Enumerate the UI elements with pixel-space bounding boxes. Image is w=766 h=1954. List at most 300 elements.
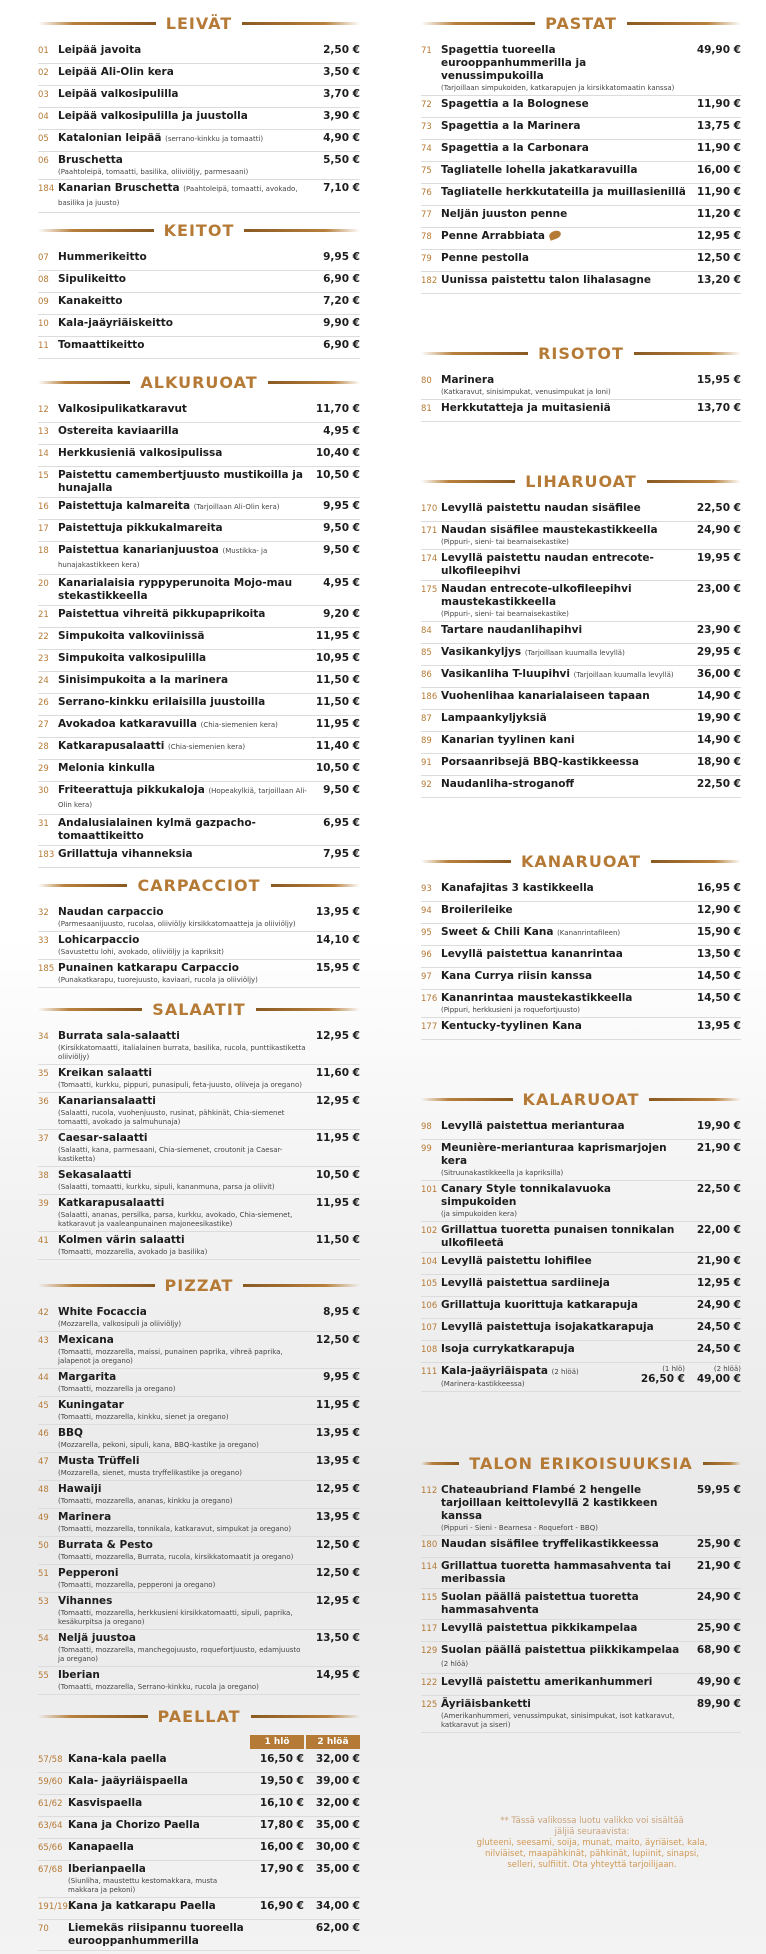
item-name [58,718,308,732]
item-body [58,718,308,732]
item-name [441,44,689,83]
menu-item [38,1667,360,1695]
item-price: 13,70 € [696,402,741,414]
item-name-text: Tartare naudanlihapihvi [441,624,583,636]
heading-rule-right [271,884,360,887]
item-name [441,230,689,243]
item-price: 13,95 € [315,1511,360,1523]
heading-rule-right [627,22,741,25]
menu-item [421,581,741,622]
item-price: 12,95 € [315,1095,360,1107]
item-description: (Parmesaanijuusto, rucolaa, oliiviöljy kirsikkatomaatteja ja oliiviöljy) [58,920,296,928]
item-name [58,1632,308,1645]
item-number: 36 [38,1097,49,1107]
item-number: 176 [421,994,438,1004]
paella-item [38,1861,360,1898]
item-body [441,926,689,940]
item-name-text: Iberian [58,1669,100,1681]
heading-rule-right [649,1098,741,1101]
menu-item [38,760,360,782]
item-name-text: Paistettua vihreitä pikkupaprikoita [58,608,266,620]
item-price: 12,95 € [696,230,741,242]
item-name-text: Lampaankyljyksiä [441,712,547,724]
item-description: (Siunliha, maustettu kestomakkara, musta makkara ja pekoni) [68,1877,218,1894]
item-name: Kasvispaella [68,1797,143,1809]
price-one-person: 16,10 € [259,1797,304,1809]
item-body [58,500,308,514]
item-price: 14,90 € [696,690,741,702]
item-name-text: Sinisimpukoita a la marinera [58,674,229,686]
item-number: 42 [38,1308,49,1318]
menu-item [421,500,741,522]
item-body [441,164,689,177]
menu-item [421,1181,741,1222]
item-body [58,962,308,985]
item-price: 14,50 € [696,970,741,982]
item-name [441,98,689,111]
item-name-text: Pepperoni [58,1567,119,1579]
item-name-text: Musta Trüffeli [58,1455,140,1467]
item-price: 6,95 € [323,817,360,829]
item-name-text: Bruschetta [58,154,123,166]
item-number: 07 [38,253,49,263]
item-name [441,926,689,940]
item-number: 24 [38,676,49,686]
item-name [58,110,308,123]
item-name: Kana ja Chorizo Paella [68,1819,200,1831]
menu-item [38,1565,360,1593]
item-number: 102 [421,1226,438,1236]
item-name [441,668,689,682]
menu-item [421,1253,741,1275]
item-description: (Tomaatti, mozzarella, Burrata, rucola, kirsikkatomaatit ja oregano) [58,1553,294,1561]
section-title: KEITOT [163,220,235,240]
section-title: RISOTOT [538,343,624,363]
item-body [58,1169,308,1192]
item-price: 36,00 € [696,668,741,680]
menu-item [38,401,360,423]
item-body [441,1142,689,1178]
item-price: 4,95 € [323,577,360,589]
menu-item [421,990,741,1018]
item-name [441,1644,689,1671]
paella-item [38,1795,360,1817]
item-number: 80 [421,376,432,386]
menu-item [38,1369,360,1397]
item-name [58,251,308,264]
menu-item [421,1674,741,1696]
item-price: 21,90 € [696,1255,741,1267]
item-number: 105 [421,1279,438,1289]
menu-item [38,960,360,988]
item-body [58,630,308,643]
item-price: 11,90 € [696,186,741,198]
item-number: 21 [38,610,49,620]
item-name-text: Marinera [58,1511,112,1523]
item-name [441,374,689,387]
item-name [58,817,308,843]
item-portion-prices [629,1365,741,1385]
item-number: 91 [421,758,432,768]
item-price: 14,50 € [696,992,741,1004]
item-number: 98 [421,1122,432,1132]
item-body [58,848,308,861]
item-number: 06 [38,156,49,166]
item-name [441,1698,689,1711]
item-name [58,1234,308,1247]
item-name: Kanapaella [68,1841,134,1853]
menu-item [38,738,360,760]
item-number: 20 [38,579,49,589]
item-number: 76 [421,188,432,198]
item-name-text: Hummerikeitto [58,251,147,263]
item-name [441,690,689,703]
item-price: 16,95 € [696,882,741,894]
item-name-text: Spagettia a la Marinera [441,120,581,132]
item-name-text: Penne Arrabbiata [441,230,545,242]
item-name [58,273,308,286]
item-price: 4,90 € [323,132,360,144]
item-description: (Amerikanhummeri, venussimpukat, sinisimpukat, isot katkaravut, katkaravut ja siseri) [441,1712,675,1729]
item-price: 5,50 € [323,154,360,166]
item-body [58,1511,308,1534]
item-body [441,1538,689,1551]
item-number: 49 [38,1513,49,1523]
item-name [58,577,308,603]
item-description: (Salaatti, tomaatti, kurkku, sipuli, kananmuna, parsa ja oliivit) [58,1183,275,1191]
item-body [58,1306,308,1329]
item-name-text: Paistettuja pikkukalmareita [58,522,223,534]
item-name [58,1483,308,1496]
item-price: 2,50 € [323,44,360,56]
item-inline-note: (serrano-kinkku ja tomaatti) [165,135,264,143]
item-name-text: Kala-jaäyriäispata [441,1365,548,1377]
item-number: 84 [421,626,432,636]
item-body [441,882,689,895]
item-body [441,120,689,133]
menu-item [421,1018,741,1040]
menu-item [38,152,360,180]
item-number: 22 [38,632,49,642]
item-name [441,712,689,725]
item-number: 29 [38,764,49,774]
item-number: 70 [38,1924,49,1934]
section-heading [421,1450,741,1476]
item-name-text: Lohicarpaccio [58,934,140,946]
item-body [441,208,689,221]
item-number: 10 [38,319,49,329]
item-description: (Punakatkarapu, tuorejuusto, kaviaari, rucola ja oliiviöljy) [58,976,258,984]
item-name [441,1622,689,1635]
menu-item [421,118,741,140]
item-name [58,1306,308,1319]
item-number: 115 [421,1593,438,1603]
item-price: 9,50 € [323,784,360,796]
item-name-text: Kanakeitto [58,295,123,307]
item-body [58,1483,308,1506]
item-number: 106 [421,1301,438,1311]
item-body [441,1343,689,1356]
portion-two-price: 49,00 € [696,1373,741,1385]
section-title: PIZZAT [164,1275,234,1295]
menu-item [421,1589,741,1620]
menu-item [38,337,360,359]
allergy-note [472,1816,712,1871]
paella-item [38,1839,360,1861]
item-inline-note: (Tarjoillaan kuumalla levyllä) [573,671,674,679]
item-name [441,778,689,791]
item-number: 50 [38,1541,49,1551]
item-number: 13 [38,427,49,437]
menu-item [421,1275,741,1297]
left-column [38,6,360,1951]
item-body [68,1797,248,1810]
menu-item [38,42,360,64]
item-name-text: BBQ [58,1427,83,1439]
item-body [441,1676,689,1689]
item-body [441,1591,689,1617]
item-number: 87 [421,714,432,724]
item-number: 99 [421,1144,432,1154]
item-number: 72 [421,100,432,110]
item-price: 9,50 € [323,522,360,534]
item-description: (Pippuri, herkkusieni ja roquefortjuusto) [441,1006,581,1014]
heading-rule-left [38,381,130,384]
item-price: 25,90 € [696,1538,741,1550]
item-body [58,447,308,460]
menu-item [38,1332,360,1369]
item-name [441,1321,689,1334]
item-name-text: Levyllä paistettu naudan sisäfilee [441,502,641,514]
item-price: 11,90 € [696,98,741,110]
item-price: 13,95 € [315,906,360,918]
item-price: 16,00 € [696,164,741,176]
item-description: (Pippuri - Sieni - Bearnesa - Roquefort - BBQ) [441,1524,598,1532]
item-name-text: Hawaiji [58,1483,102,1495]
item-number: 18 [38,546,49,556]
item-body [441,1560,689,1586]
item-number: 37 [38,1134,49,1144]
item-body [58,1067,308,1090]
item-description: (Sitruunakastikkeella ja kapriksilla) [441,1169,564,1177]
price-two-persons: 30,00 € [315,1841,360,1853]
item-price: 10,50 € [315,1169,360,1181]
price-two-persons: 32,00 € [315,1753,360,1765]
item-description: (Tomaatti, mozzarella, kinkku, sienet ja oregano) [58,1413,229,1421]
item-price: 3,50 € [323,66,360,78]
item-body [58,182,308,210]
item-body [441,1255,689,1268]
chili-icon [548,229,562,241]
item-name-text: Kreikan salaatti [58,1067,152,1079]
item-name [58,762,308,775]
item-name [441,1365,629,1379]
menu-item [38,1593,360,1630]
item-description: (Mozzarella, pekoni, sipuli, kana, BBQ-kastike ja oregano) [58,1441,259,1449]
item-name [441,186,689,199]
menu-item [421,140,741,162]
item-name [441,904,689,917]
section-heading [38,1272,360,1298]
paella-item [38,1773,360,1795]
item-name-text: Grillattua tuoretta punaisen tonnikalan ulkofileetä [441,1224,675,1249]
portion-two [685,1365,741,1385]
heading-rule-right [634,352,741,355]
item-name-text: Kentucky-tyylinen Kana [441,1020,582,1032]
item-body [58,273,308,286]
item-name [441,1277,689,1290]
menu-item [38,1481,360,1509]
item-body [441,1321,689,1334]
menu-item [38,86,360,108]
item-number: 77 [421,210,432,220]
item-name-text: Mexicana [58,1334,114,1346]
item-name [58,740,308,754]
item-description: (Katkaravut, sinisimpukat, venusimpukat ja loni) [441,388,611,396]
item-name [58,1539,308,1552]
item-name [58,295,308,308]
item-description: (Tomaatti, kurkku, pippuri, punasipuli, feta-juusto, oliiveja ja oregano) [58,1081,302,1089]
item-price: 59,95 € [696,1484,741,1496]
section-heading [421,468,741,494]
menu-item [421,924,741,946]
item-name-text: Melonia kinkulla [58,762,155,774]
item-name-text: Suolan päällä paistettua piikkikampelaa [441,1644,680,1656]
item-name [441,1183,689,1209]
menu-item [421,272,741,294]
item-name-text: Suolan päällä paistettua tuoretta hammasahventa [441,1591,639,1616]
allergy-line-3: gluteeni, seesami, soija, munat, maito, äyriäiset, kala, nilviäiset, maapähkinät, pähkinät, lupiinit, sinapsi, selleri, sulfiitit. Ota yhteyttä tarjoilijaan. [476,1838,708,1870]
item-number: 16 [38,502,49,512]
item-number: 122 [421,1678,438,1688]
menu-item [38,1093,360,1130]
item-name-text: Naudanliha-stroganoff [441,778,574,790]
item-name-text: Simpukoita valkosipulilla [58,652,207,664]
paella-item [38,1751,360,1773]
item-number: 45 [38,1401,49,1411]
item-body [441,502,689,515]
item-number: 185 [38,964,55,974]
item-body [58,66,308,79]
item-number: 186 [421,692,438,702]
item-name-text: Levyllä paistettua kananrintaa [441,948,623,960]
menu-item [38,672,360,694]
item-name [441,1299,689,1312]
allergy-line-1: ** Tässä valikossa luotu valikko voi sisältää [500,1816,684,1826]
item-price: 21,90 € [696,1560,741,1572]
item-name-text: Levyllä paistettua sardiineja [441,1277,610,1289]
item-name-text: Caesar-salaatti [58,1132,148,1144]
menu-item [421,1319,741,1341]
item-number: 53 [38,1597,49,1607]
menu-item [38,1537,360,1565]
menu-item [421,400,741,422]
section-title: PAELLAT [157,1706,241,1726]
item-body [58,154,308,177]
item-number: 09 [38,297,49,307]
item-price: 13,95 € [315,1427,360,1439]
menu-item [38,1453,360,1481]
section-heading [421,340,741,366]
item-price: 13,95 € [696,1020,741,1032]
portion-one-label: (1 hlö) [662,1365,685,1373]
menu-item [38,650,360,672]
item-description: (Kirsikkatomaatti, italialainen burrata, basilika, rucola, punttikastiketta oliiviöljy) [58,1044,306,1061]
item-price: 14,10 € [315,934,360,946]
item-inline-note: (Kananrintafileen) [557,929,621,937]
menu-item [38,1509,360,1537]
item-name-text: Kanarian tyylinen kani [441,734,575,746]
item-name-text: Levyllä paistettua pikkikampelaa [441,1622,638,1634]
item-number: 17 [38,524,49,534]
portion-one-price: 26,50 € [640,1373,685,1385]
heading-rule-right [268,381,360,384]
item-description: (Tomaatti, mozzarella, maissi, punainen paprika, vihreä paprika, jalapenot ja oregano) [58,1348,283,1365]
item-name-text: Katkarapusalaatti [58,740,165,752]
portion-one-label: 1 hlö [250,1735,304,1749]
item-body [58,1132,308,1164]
section-heading [421,848,741,874]
item-name: Iberianpaella [68,1863,146,1875]
item-name [58,906,308,919]
item-price: 9,90 € [323,317,360,329]
heading-rule-left [38,1008,142,1011]
item-body [441,374,689,397]
menu-item [38,445,360,467]
item-name-text: Spagettia a la Carbonara [441,142,589,154]
item-body [58,1030,308,1062]
menu-item [38,606,360,628]
item-name-text: Porsaanribsejä BBQ-kastikkeessa [441,756,639,768]
item-name [441,1020,689,1033]
item-name [58,696,308,709]
item-number: 104 [421,1257,438,1267]
item-number: 180 [421,1540,438,1550]
item-price: 22,50 € [696,1183,741,1195]
item-price: 12,50 € [315,1567,360,1579]
item-number: 111 [421,1367,438,1377]
item-number: 31 [38,819,49,829]
item-body [441,252,689,265]
item-price: 9,95 € [323,500,360,512]
menu-item [421,1222,741,1253]
item-body [58,1399,308,1422]
menu-item [38,1232,360,1260]
item-name-text: Avokadoa katkaravuilla [58,718,197,730]
menu-item [421,732,741,754]
item-number: 14 [38,449,49,459]
item-name-text: Leipää valkosipulilla [58,88,179,100]
item-body [58,674,308,687]
menu-item [421,710,741,732]
item-number: 59/60 [38,1777,63,1787]
portion-one [629,1365,685,1385]
item-description: (Tarjoillaan simpukoiden, katkarapujen ja kirsikkatomaatin kanssa) [441,84,675,92]
menu-item [421,1558,741,1589]
item-number: 26 [38,698,49,708]
item-inline-note: (2 hlöä) [441,1660,469,1668]
paella-portion-header [38,1735,360,1749]
item-name-text: Chateaubriand Flambé 2 hengelle tarjoillaan keittolevyllä 2 kastikkeen kanssa [441,1484,658,1522]
item-name [58,500,308,514]
menu-item [38,1167,360,1195]
item-number: 34 [38,1032,49,1042]
section-heading [421,10,741,36]
section-heading [38,1703,360,1729]
item-description: (Tomaatti, mozzarella, manchegojuusto, roquefortjuusto, edamjuusto ja oregano) [58,1646,301,1663]
item-name-text: Vuohenlihaa kanarialaiseen tapaan [441,690,650,702]
item-body [58,1334,308,1366]
